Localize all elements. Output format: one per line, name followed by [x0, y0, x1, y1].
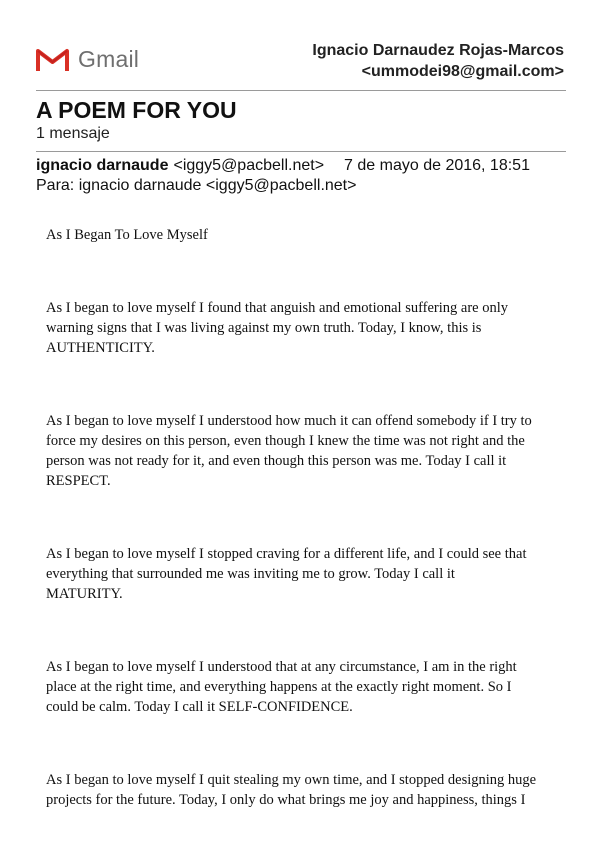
header-divider [36, 90, 566, 91]
gmail-logo [36, 46, 139, 73]
message-count: 1 mensaje [36, 125, 110, 142]
recipient-line: Para: ignacio darnaude <iggy5@pacbell.net> [36, 177, 357, 194]
poem-title: As I Began To Love Myself [46, 227, 208, 243]
message-body [46, 225, 566, 863]
sender-name: ignacio darnaude [36, 157, 169, 174]
stanza: As I began to love myself I quit stealing my own time, and I stopped designing huge projects for the future. Today, I only do what brings me joy and happiness, things I [46, 772, 537, 808]
gmail-logo-text: Gmail [78, 46, 140, 72]
message-header [36, 156, 566, 196]
sender-email: <iggy5@pacbell.net> [173, 157, 325, 174]
email-subject: A POEM FOR YOU [36, 97, 237, 123]
gmail-m-icon [36, 47, 69, 72]
subject-divider [36, 151, 566, 152]
account-name: Ignacio Darnaudez Rojas-Marcos [312, 42, 564, 59]
stanza: As I began to love myself I understood how much it can offend somebody if I try to force my desires on this person, even though I knew the time was not right and the person was not ready for it, and even though this person was me. Today I call it RESPECT. [46, 413, 532, 489]
account-info [312, 40, 564, 82]
message-date: 7 de mayo de 2016, 18:51 [344, 157, 530, 174]
stanza: As I began to love myself I understood that at any circumstance, I am in the right place at the right time, and everything happens at the exactly right moment. So I could be calm. Today I call it SELF-CONFIDENCE. [46, 659, 517, 715]
stanza: As I began to love myself I found that anguish and emotional suffering are only warning signs that I was living against my own truth. Today, I know, this is AUTHENTICITY. [46, 300, 509, 356]
stanza: As I began to love myself I stopped craving for a different life, and I could see that everything that surrounded me was inviting me to grow. Today I call it MATURITY. [46, 546, 527, 602]
account-email: <ummodei98@gmail.com> [361, 63, 564, 80]
